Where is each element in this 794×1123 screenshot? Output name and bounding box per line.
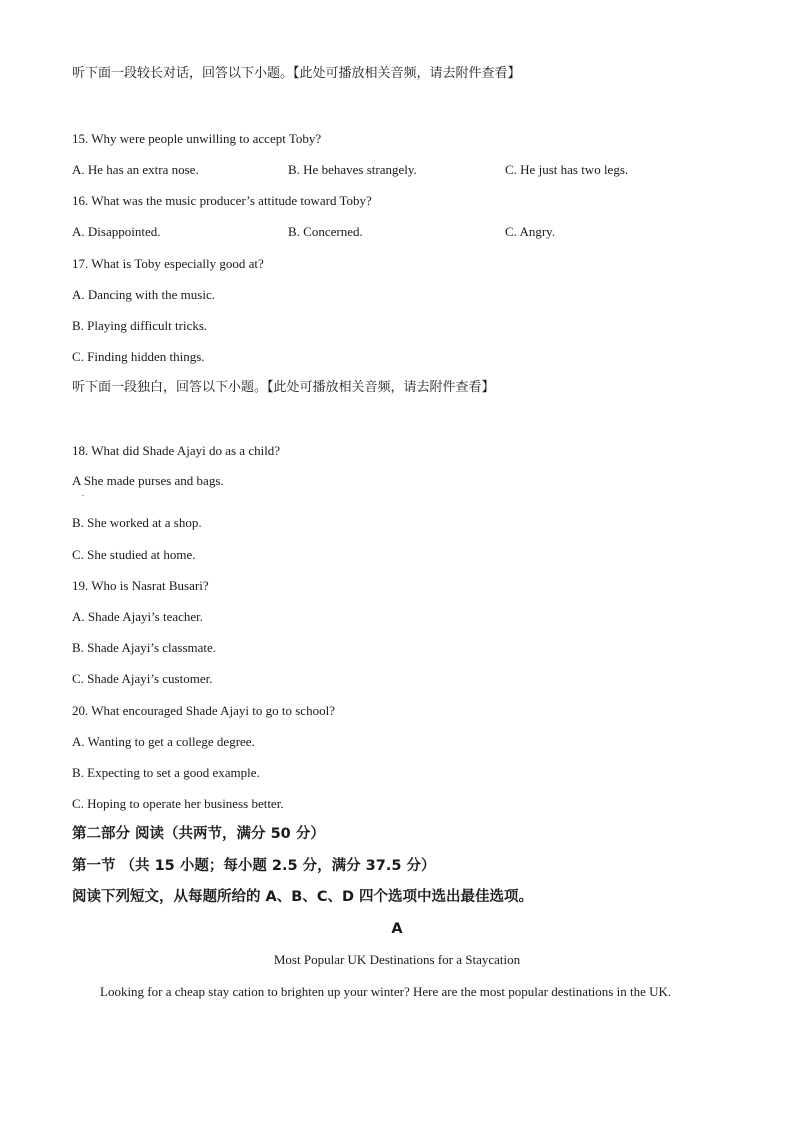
reading-instruction: 阅读下列短文，从每题所给的 A、B、C、D 四个选项中选出最佳选项。: [72, 889, 534, 905]
question-17-option-c: C. Finding hidden things.: [72, 349, 205, 364]
question-18-option-b: B. She worked at a shop.: [72, 515, 202, 530]
question-18-stem: 18. What did Shade Ajayi do as a child?: [72, 443, 281, 458]
question-16-stem: 16. What was the music producer’s attitude toward Toby?: [72, 193, 372, 208]
question-19-option-b: B. Shade Ajayi’s classmate.: [72, 640, 217, 655]
question-15-option-a: A. He has an extra nose.: [72, 162, 199, 177]
question-18-option-a: A She made purses and bags.: [72, 473, 224, 488]
question-15-option-b: B. He behaves strangely.: [288, 162, 417, 177]
question-20-option-c: C. Hoping to operate her business better.: [72, 796, 284, 811]
question-19-option-a: A. Shade Ajayi’s teacher.: [72, 609, 204, 624]
question-16-option-c: C. Angry.: [505, 224, 556, 239]
question-17-option-a: A. Dancing with the music.: [72, 287, 215, 302]
reading-part-title: 第二部分 阅读（共两节，满分 50 分）: [72, 826, 325, 842]
passage-title: Most Popular UK Destinations for a Staycation: [273, 952, 521, 967]
question-19-option-c: C. Shade Ajayi’s customer.: [72, 671, 213, 686]
question-15-stem: 15. Why were people unwilling to accept Toby?: [72, 131, 322, 146]
stray-dot: .: [82, 489, 84, 498]
listening-instruction-1: 听下面一段较长对话，回答以下小题。【此处可播放相关音频，请去附件查看】: [72, 66, 521, 81]
passage-intro: Looking for a cheap stay cation to brighten up your winter? Here are the most popular destinations in the UK.: [100, 984, 672, 999]
question-18-option-c: C. She studied at home.: [72, 547, 196, 562]
question-20-option-b: B. Expecting to set a good example.: [72, 765, 260, 780]
question-20-option-a: A. Wanting to get a college degree.: [72, 734, 255, 749]
question-15-option-c: C. He just has two legs.: [505, 162, 629, 177]
question-16-option-a: A. Disappointed.: [72, 224, 161, 239]
question-20-stem: 20. What encouraged Shade Ajayi to go to school?: [72, 703, 335, 718]
question-19-stem: 19. Who is Nasrat Busari?: [72, 578, 209, 593]
reading-section-title: 第一节 （共 15 小题；每小题 2.5 分，满分 37.5 分）: [72, 858, 436, 874]
passage-label: A: [391, 921, 403, 937]
listening-instruction-2: 听下面一段独白，回答以下小题。【此处可播放相关音频，请去附件查看】: [72, 380, 495, 395]
question-17-stem: 17. What is Toby especially good at?: [72, 256, 264, 271]
question-16-option-b: B. Concerned.: [288, 224, 363, 239]
question-17-option-b: B. Playing difficult tricks.: [72, 318, 208, 333]
